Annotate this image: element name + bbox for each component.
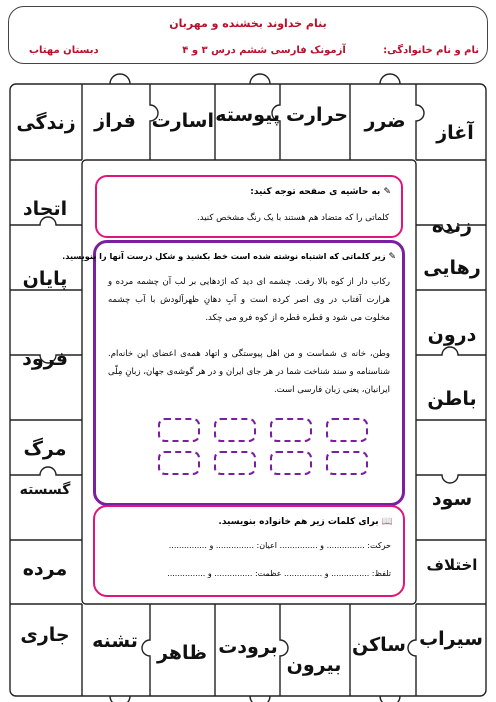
puzzle-word-left: جاری bbox=[20, 624, 70, 646]
puzzle-word-top: اسارت bbox=[151, 110, 214, 132]
instruction-box-spelling bbox=[62, 240, 405, 506]
puzzle-word-right: اختلاف bbox=[426, 556, 478, 574]
puzzle-word-left: پایان bbox=[22, 268, 68, 290]
answer-box[interactable] bbox=[214, 418, 256, 442]
puzzle-word-bottom: ظاهر bbox=[156, 642, 208, 664]
answer-box[interactable] bbox=[158, 451, 200, 475]
puzzle-word-top: پیوسته bbox=[215, 104, 280, 126]
answer-box[interactable] bbox=[326, 451, 368, 475]
exam-title: آزمونک فارسی ششم درس ۳ و ۴ bbox=[182, 45, 346, 56]
instruction-box-color bbox=[95, 175, 403, 238]
name-label: نام و نام خانوادگی: bbox=[383, 45, 479, 56]
answer-box[interactable] bbox=[270, 418, 312, 442]
instruction-box-family bbox=[93, 505, 405, 597]
puzzle-word-right: باطن bbox=[427, 388, 477, 410]
puzzle-word-right: رهایی bbox=[423, 257, 481, 279]
puzzle-word-top: زندگی bbox=[16, 112, 76, 134]
puzzle-word-bottom: برودت bbox=[218, 636, 278, 658]
puzzle-word-left: گسسته bbox=[19, 482, 71, 498]
puzzle-word-bottom: تشنه bbox=[92, 630, 138, 652]
answer-box[interactable] bbox=[158, 418, 200, 442]
puzzle-word-top: فراز bbox=[94, 110, 136, 132]
school-name: دبستان مهتاب bbox=[29, 45, 99, 56]
puzzle-word-bottom: ساکن bbox=[352, 634, 406, 656]
puzzle-word-bottom: بیرون bbox=[286, 654, 342, 676]
puzzle-word-left: اتحاد bbox=[22, 198, 68, 220]
puzzle-word-right: درون bbox=[427, 324, 477, 346]
box1-text: کلماتی را که متضاد هم هستند با یک رنگ مشخص کنید. bbox=[197, 213, 389, 223]
top-title: بنام خداوند بخشنده و مهربان bbox=[169, 17, 327, 30]
answer-box[interactable] bbox=[214, 451, 256, 475]
puzzle-word-left: مرده bbox=[22, 558, 68, 580]
box2-paragraph-2: وطن، خانه ی شماست و من اهل پیوستگی و اتهاد همه‌ی اعضای این خانه‌ام. شناسنامه و سند شناخت شما در هر جای ایران و در هر گوشه‌ی جهان، زبانِ مِلّی ایرانیان، یعنی زبان فارسی است. bbox=[108, 349, 390, 395]
puzzle-word-right: زنده bbox=[431, 215, 473, 237]
puzzle-word-left: مرگ bbox=[23, 438, 67, 460]
puzzle-word-right: سیراب bbox=[419, 628, 483, 650]
box2-title: زیر کلماتی که اشتباه نوشته شده است خط بکشید و شکل درست آنها را بنویسید. bbox=[62, 251, 386, 261]
box1-title: به حاشیه ی صفحه توجه کنید: bbox=[250, 187, 381, 197]
puzzle-word-right: سود bbox=[431, 488, 473, 510]
puzzle-word-left: فرود bbox=[22, 348, 68, 370]
box3-title: برای کلمات زیر هم خانواده بنویسید. bbox=[218, 517, 379, 527]
family-row-1[interactable]: حرکت: ............... و ............... اعیان: ............... و ............... bbox=[168, 541, 391, 550]
puzzle-word-top: ضرر bbox=[364, 110, 406, 132]
pencil-icon: ✎ bbox=[383, 187, 391, 197]
puzzle-word-top: آغاز bbox=[436, 122, 474, 144]
family-row-2[interactable]: تلفظ: ............... و ............... عظمت: ............... و ............... bbox=[167, 569, 391, 578]
answer-box[interactable] bbox=[270, 451, 312, 475]
book-icon: 📖 bbox=[381, 517, 393, 527]
box2-paragraph-1: رکاب دار از کوه بالا رفت. چشمه ای دید که اژدهایی بر لب آن چشمه مرده و هرارت آفتاب در وی اصر کرده است و آبِ دهانِ ظهرآلودش با آب چشمه مخلوت می شود و قطره قطره از کوه فرو می چکد. bbox=[108, 277, 390, 323]
pencil-icon: ✎ bbox=[388, 252, 396, 262]
answer-box[interactable] bbox=[326, 418, 368, 442]
puzzle-word-top: حرارت bbox=[285, 104, 348, 126]
